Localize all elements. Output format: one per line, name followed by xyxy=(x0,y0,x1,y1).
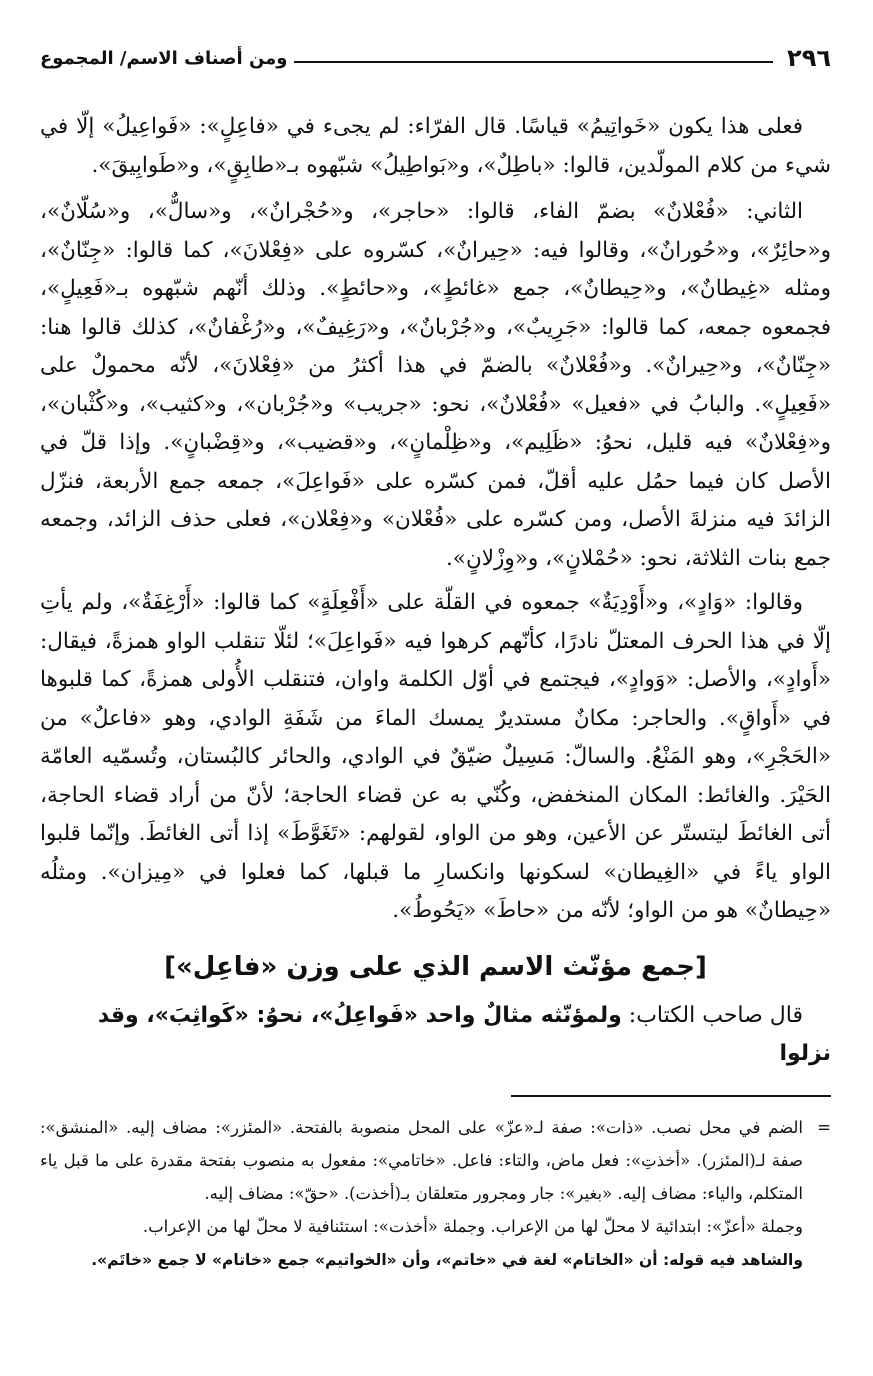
continuation-mark: = xyxy=(817,1117,831,1137)
footnote-rule xyxy=(511,1095,831,1097)
quote-bold: ولمؤنّثه مثالٌ واحد «فَواعِلُ»، نحوُ: «كَواثِبَ»، وقد نزلوا xyxy=(97,1002,831,1066)
page-number: ٢٩٦ xyxy=(787,44,831,72)
paragraph-3: وقالوا: «وَادٍ»، و«أَوْدِيَةٌ» جمعوه في القلّة على «أَفْعِلَةٍ» كما قالوا: «أَرْغِفَةٌ»، ولم يأتِ إلّا في هذا الحرف المعتلّ نادرًا، كأنّهم كرهوا فيه «فَواعِلَ»؛ لئلّا تنقلب الواو همزةً، فيقال: «أَوادٍ»، والأصل: «وَوادٍ»، فيجتمع في أوّل الكلمة واوان، فتنقلب الأُولى همزةً، كما قلبوها في «أَواقٍ». والحاجر: مكانٌ مستديرٌ يمسك الماءَ من شَفَةِ الوادي، وهو «فاعلٌ» من «الحَجْرِ»، وهو المَنْعُ. والسالّ: مَسِيلٌ ضيّقٌ في الوادي، والحائر كالبُستان، وتُسمّيه العامّة الحَيْرَ. والغائط: المكان المنخفض، وكُنّي به عن قضاء الحاجة؛ لأنّ من أراد قضاء الحاجة، أتى الغائطَ ليتستّر عن الأعين، وهو من الواو، لقولهم: «تَغَوَّطَ» إذا أتى الغائطَ. وإنّما قلبوا الواو ياءً في «الغِيطان» لسكونها وانكسارِ ما قبلها، كما فعلوا في «مِيزان». ومثلُه «حِيطانٌ» هو من الواو؛ لأنّه من «حاطَ» «يَحُوطُ». xyxy=(40,590,831,923)
header-rule xyxy=(294,61,774,63)
footnote-witness xyxy=(40,1243,831,1277)
main-text xyxy=(40,108,831,931)
paragraph-1: فعلى هذا يكون «خَواتِيمُ» قياسًا. قال الفرّاء: لم يجىء في «فاعِلٍ»: «فَواعِيلُ» إلّا في شيء من كلام المولّدين، قالوا: «باطِلٌ»، و«بَواطِيلُ» شبّهوه بـ«طابِقٍ»، و«طَوابِيقَ». xyxy=(40,114,831,178)
section-heading: [جمع مؤنّث الاسم الذي على وزن «فاعِل»] xyxy=(164,951,707,982)
running-title: ومن أصناف الاسم/ المجموع xyxy=(40,47,288,69)
paragraph-2: الثاني: «فُعْلانٌ» بضمّ الفاء، قالوا: «حاجر»، و«حُجْرانٌ»، و«سالٌّ»، و«سُلّانٌ»، و«حائِرٌ»، و«حُورانٌ»، وقالوا فيه: «حِيرانٌ»، كسّروه على «فِعْلانَ»، كما قالوا: «جِنّانٌ»، ومثله «غِيطانٌ»، و«حِيطانٌ»، جمع «غائطٍ»، و«حائطٍ». وذلك أنّهم شبّهوه بـ«فَعِيلٍ»، فجمعوه جمعه، كما قالوا: «جَرِيبٌ»، و«جُرْبانٌ»، و«رَغِيفٌ»، و«رُغْفانٌ»، كذلك قالوا هنا: «جِنّانٌ»، و«حِيرانٌ». و«فُعْلانٌ» بالضمّ في هذا أكثرُ من «فِعْلانَ»، لأنّه محمولٌ على «فَعِيلٍ». والبابُ في «فعيل» «فُعْلانٌ»، نحو: «جريب» و«جُرْبان»، و«كثيب»، و«كُثْبان»، و«فِعْلانٌ» فيه قليل، نحوُ: «ظَلِيم»، و«ظِلْمانٍ»، و«قضيب»، و«قِضْبانٍ». وإذا قلّ في الأصل كان فيما حمُل عليه أقلّ، فمن كسّره على «فَواعِلَ»، جمعه جمع الأربعة، فنزّل الزائدَ فيه منزلةَ الأصل، ومن كسّره على «فُعْلان» و«فِعْلان»، فعلى حذف الزائد، وجمعه جمع بنات الثلاثة، نحو: «حُمْلانٍ»، و«وِزْلانٍ». xyxy=(40,199,831,571)
footnote-continuation xyxy=(40,1111,831,1210)
page-header xyxy=(40,38,831,78)
footnote-para-1: الضم في محل نصب. «ذات»: صفة لـ«عزّ» على المحل منصوبة بالفتحة. «المئزر»: مضاف إليه. «المنشق»: صفة لـ(المئزر). «أخذتِ»: فعل ماض، والتاء: فاعل. «خاتامي»: مفعول به منصوب بفتحة مقدرة على ما قبل ياء المتكلم، والياء: مضاف إليه. «بغير»: جار ومجرور متعلقان بـ(أخذت). «حقّ»: مضاف إليه. xyxy=(40,1117,803,1203)
footnotes xyxy=(40,1111,831,1277)
author-quote xyxy=(40,997,831,1073)
witness-label: والشاهد فيه قوله: xyxy=(662,1250,803,1269)
quote-intro: قال صاحب الكتاب: xyxy=(621,1002,803,1028)
witness-text: أن «الخاتام» لغة في «خاتم»، وأن «الخواتيم» جمع «خاتام» لا جمع «خاتَم». xyxy=(91,1250,663,1269)
footnote-para-2: وجملة «أعزّ»: ابتدائية لا محلّ لها من الإعراب. وجملة «أخذت»: استئنافية لا محلّ لها من الإعراب. xyxy=(142,1216,803,1236)
